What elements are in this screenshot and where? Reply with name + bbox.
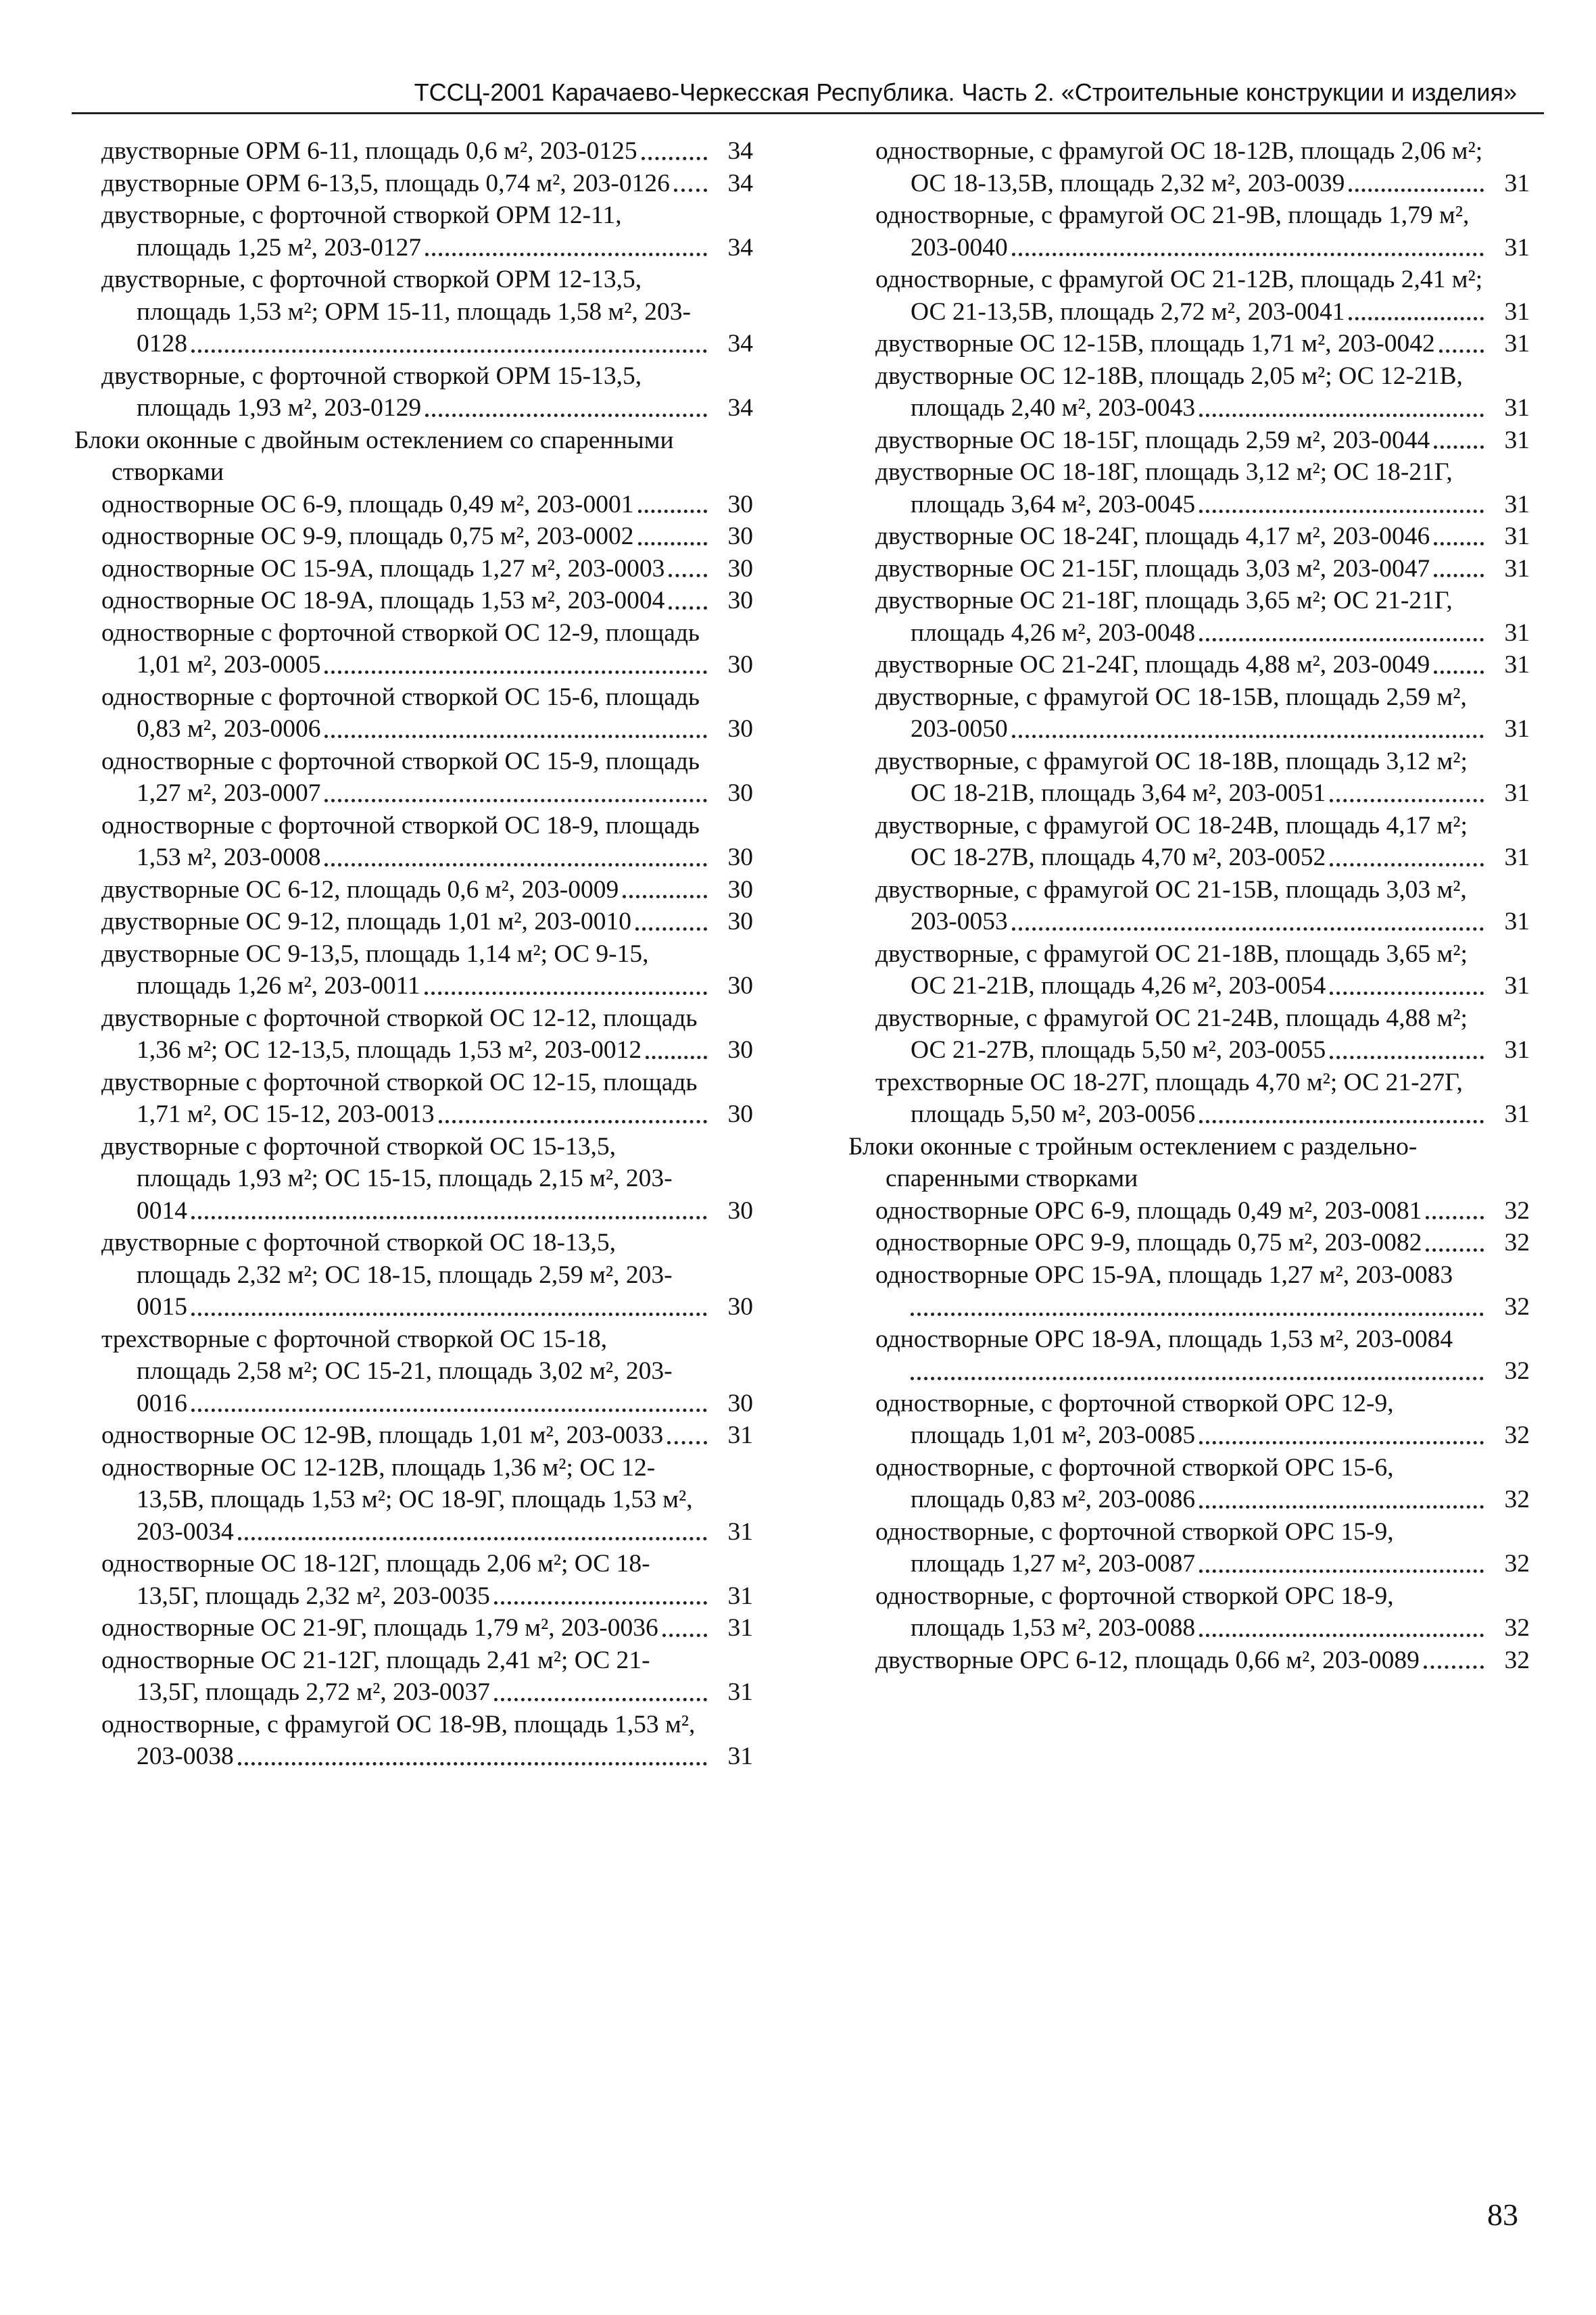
dot-leader [238, 1762, 707, 1765]
index-entry [848, 1227, 1530, 1259]
index-entry-page: 31 [1504, 618, 1530, 647]
dot-leader [425, 414, 707, 417]
index-column-right [848, 135, 1530, 1676]
index-entry-text: одностворные с форточной створкой ОС 15-6, площадь 0,83 м², 203-0006 [101, 683, 700, 743]
index-entry-text: одностворные с форточной створкой ОС 12-9, площадь 1,01 м², 203-0005 [101, 618, 700, 679]
dot-leader [324, 671, 707, 674]
index-entry-text: двустворные ОС 21-15Г, площадь 3,03 м², 203-0047 [875, 554, 1430, 583]
index-entry-page: 34 [727, 233, 753, 262]
index-entry-page: 32 [1504, 1486, 1530, 1513]
index-entry-text: двустворные ОС 9-13,5, площадь 1,14 м²; ОС 9-15, площадь 1,26 м², 203-0011 [101, 940, 649, 1000]
index-entry-page: 31 [1504, 522, 1530, 550]
index-entry [74, 1002, 753, 1067]
index-entry [74, 1452, 753, 1549]
index-entry [74, 810, 753, 874]
dot-leader [324, 863, 707, 867]
index-entry-page: 32 [1504, 1196, 1530, 1225]
dot-leader [669, 574, 707, 577]
dot-leader [238, 1537, 707, 1540]
index-entry [848, 938, 1530, 1002]
index-entry-page: 31 [727, 1678, 753, 1706]
index-entry-text: двустворные с форточной створкой ОС 12-12, площадь 1,36 м²; ОС 12-13,5, площадь 1,53 м², 203-0012 [101, 1004, 698, 1064]
dot-leader [324, 735, 707, 738]
index-entry-text: двустворные ОС 18-15Г, площадь 2,59 м², 203-0044 [875, 426, 1430, 454]
index-entry-text: двустворные, с форточной створкой ОРМ 12-13,5, площадь 1,53 м²; ОРМ 15-11, площадь 1,58 м², 203-0128 [101, 266, 691, 358]
index-entry-page: 30 [727, 972, 753, 1000]
index-entry [74, 1644, 753, 1709]
dot-leader [191, 1409, 707, 1412]
dot-leader [1199, 1505, 1484, 1509]
dot-leader [1349, 189, 1484, 192]
index-entry [848, 424, 1530, 457]
dot-leader [1012, 735, 1484, 738]
dot-leader [1426, 1216, 1484, 1219]
index-entry-text: двустворные ОС 9-12, площадь 1,01 м², 203-0010 [101, 908, 632, 935]
index-entry-text: двустворные ОС 18-18Г, площадь 3,12 м²; ОС 18-21Г, площадь 3,64 м², 203-0045 [875, 458, 1453, 518]
index-entry-text: двустворные ОС 21-18Г, площадь 3,65 м²; ОС 21-21Г, площадь 4,26 м², 203-0048 [875, 587, 1453, 647]
index-entry-page: 32 [1504, 1614, 1530, 1642]
index-entry-page: 32 [1504, 1550, 1530, 1578]
index-entry-text: двустворные, с фрамугой ОС 21-15В, площадь 3,03 м², 203-0053 [875, 875, 1467, 935]
index-entry [74, 1709, 753, 1773]
index-entry-page: 30 [727, 908, 753, 935]
index-entry [74, 746, 753, 810]
index-entry [848, 199, 1530, 264]
index-entry [74, 360, 753, 424]
index-entry-page: 31 [727, 1582, 753, 1610]
index-entry-text: двустворные ОС 6-12, площадь 0,6 м², 203-0009 [101, 875, 619, 904]
index-entry-text: одностворные ОС 21-12Г, площадь 2,41 м²; ОС 21-13,5Г, площадь 2,72 м², 203-0037 [101, 1646, 650, 1706]
index-entry [848, 746, 1530, 810]
index-entry-page: 34 [727, 330, 753, 358]
dot-leader [638, 510, 708, 513]
index-entry [848, 1516, 1530, 1580]
index-entry-page: 32 [1504, 1229, 1530, 1257]
index-entry-page: 31 [1504, 426, 1530, 454]
index-entry-page: 31 [1504, 297, 1530, 326]
dot-leader [324, 799, 707, 802]
index-entry-page: 31 [1504, 1036, 1530, 1064]
index-entry [848, 1452, 1530, 1516]
dot-leader [439, 1120, 707, 1123]
dot-leader [1199, 414, 1484, 417]
index-entry-text: двустворные, с фрамугой ОС 21-18В, площадь 3,65 м²; ОС 21-21В, площадь 4,26 м², 203-0054 [875, 940, 1468, 1000]
index-entry-text: одностворные, с форточной створкой ОРС 15-6, площадь 0,83 м², 203-0086 [875, 1453, 1394, 1513]
index-entry [848, 135, 1530, 199]
index-entry-page: 31 [727, 1517, 753, 1546]
index-entry-text: одностворные ОС 6-9, площадь 0,49 м², 203-0001 [101, 490, 634, 518]
index-entry [848, 681, 1530, 746]
index-entry [74, 1419, 753, 1452]
index-entry [74, 199, 753, 264]
index-entry-page: 31 [1504, 554, 1530, 583]
dot-leader [1199, 638, 1484, 641]
index-entry-text: двустворные, с фрамугой ОС 18-15В, площадь 2,59 м², 203-0050 [875, 683, 1467, 743]
dot-leader [623, 895, 707, 898]
index-entry-page: 31 [1504, 169, 1530, 197]
page-number: 83 [1487, 2197, 1518, 2232]
index-entry-text: трехстворные с форточной створкой ОС 15-18, площадь 2,58 м²; ОС 15-21, площадь 3,02 м², 203-0016 [101, 1325, 673, 1417]
index-entry [74, 681, 753, 746]
index-entry [848, 1580, 1530, 1644]
index-entry [848, 874, 1530, 938]
index-entry [848, 1388, 1530, 1452]
index-column-left [74, 135, 753, 1773]
dot-leader [667, 1441, 707, 1444]
dot-leader [494, 1698, 707, 1701]
index-entry-page: 31 [1504, 779, 1530, 807]
index-entry-page: 31 [1504, 715, 1530, 743]
dot-leader [642, 157, 707, 160]
index-entry-page: 31 [1504, 651, 1530, 679]
dot-leader [191, 1313, 707, 1316]
index-entry-page: 31 [1504, 330, 1530, 358]
index-entry [848, 553, 1530, 585]
index-entry [74, 264, 753, 360]
dot-leader [911, 1377, 1484, 1380]
index-entry-text: двустворные, с форточной створкой ОРМ 15-13,5, площадь 1,93 м², 203-0129 [101, 362, 642, 422]
index-entry-text: одностворные, с форточной створкой ОРС 12-9, площадь 1,01 м², 203-0085 [875, 1389, 1394, 1449]
dot-leader [911, 1313, 1484, 1316]
dot-leader [674, 189, 707, 192]
index-entry [74, 1131, 753, 1227]
dot-leader [425, 992, 707, 995]
index-entry-page: 30 [727, 875, 753, 904]
index-entry-page: 30 [727, 587, 753, 614]
dot-leader [1330, 799, 1484, 802]
index-entry-page: 34 [727, 137, 753, 165]
index-entry [74, 1067, 753, 1131]
index-entry-text: двустворные с форточной створкой ОС 15-13,5, площадь 1,93 м²; ОС 15-15, площадь 2,15 м², 203-0014 [101, 1132, 673, 1225]
running-header-title: ТССЦ-2001 Карачаево-Черкесская Республика. Часть 2. «Строительные конструкции и изделия» [414, 78, 1517, 106]
index-entry-text: двустворные, с форточной створкой ОРМ 12-11, площадь 1,25 м², 203-0127 [101, 201, 622, 262]
index-entry [74, 1227, 753, 1323]
dot-leader [669, 606, 707, 610]
index-entry [848, 1323, 1530, 1388]
index-entry-page: 32 [1504, 1646, 1530, 1674]
dot-leader [1330, 992, 1484, 995]
index-entry-page: 34 [727, 394, 753, 422]
dot-leader [635, 927, 707, 931]
index-entry-page: 31 [1504, 394, 1530, 422]
index-entry-page: 30 [727, 779, 753, 807]
index-entry-page: 31 [727, 1421, 753, 1449]
index-entry-text: двустворные ОРС 6-12, площадь 0,66 м², 203-0089 [875, 1646, 1420, 1674]
running-header [72, 65, 1544, 114]
dot-leader [1434, 542, 1484, 545]
index-entry [848, 1002, 1530, 1067]
index-entry [74, 617, 753, 681]
index-entry-text: одностворные ОС 12-9В, площадь 1,01 м², 203-0033 [101, 1421, 664, 1449]
index-entry-page: 31 [1504, 490, 1530, 518]
index-entry-page: 30 [727, 1389, 753, 1417]
dot-leader [191, 349, 707, 353]
dot-leader [191, 1216, 707, 1219]
section-heading: Блоки оконные с тройным остеклением с раздельно-спаренными створками [848, 1132, 1418, 1192]
index-entry [848, 328, 1530, 360]
index-entry [848, 456, 1530, 520]
index-entry-text: одностворные, с фрамугой ОС 18-12В, площадь 2,06 м²; ОС 18-13,5В, площадь 2,32 м², 203-0039 [875, 137, 1483, 197]
index-entry [74, 520, 753, 553]
index-entry-text: одностворные, с форточной створкой ОРС 18-9, площадь 1,53 м², 203-0088 [875, 1582, 1394, 1642]
index-entry-page: 30 [727, 490, 753, 518]
index-entry-page: 31 [1504, 844, 1530, 871]
index-entry-page: 32 [1504, 1293, 1530, 1321]
dot-leader [1199, 1120, 1484, 1123]
index-entry-page: 30 [727, 844, 753, 871]
dot-leader [662, 1634, 707, 1637]
index-entry [848, 520, 1530, 553]
index-entry-page: 30 [727, 651, 753, 679]
index-entry-text: одностворные ОС 15-9А, площадь 1,27 м², 203-0003 [101, 554, 665, 583]
index-entry-page: 34 [727, 169, 753, 197]
dot-leader [1199, 510, 1484, 513]
index-entry [848, 1067, 1530, 1131]
index-entry [848, 360, 1530, 424]
index-entry-text: одностворные ОРС 18-9А, площадь 1,53 м², 203-0084 [875, 1325, 1453, 1353]
dot-leader [646, 1056, 707, 1059]
index-entry-text: одностворные ОРС 15-9А, площадь 1,27 м², 203-0083 [875, 1261, 1453, 1289]
index-entry-page: 31 [1504, 908, 1530, 935]
index-entry-text: двустворные с форточной створкой ОС 12-15, площадь 1,71 м², ОС 15-12, 203-0013 [101, 1068, 698, 1128]
index-entry-text: одностворные ОРС 9-9, площадь 0,75 м², 203-0082 [875, 1229, 1422, 1257]
index-entry-page: 30 [727, 554, 753, 583]
index-entry-text: одностворные ОС 18-12Г, площадь 2,06 м²; ОС 18-13,5Г, площадь 2,32 м², 203-0035 [101, 1550, 650, 1610]
index-entry [74, 1612, 753, 1644]
index-entry-text: одностворные ОС 18-9А, площадь 1,53 м², 203-0004 [101, 587, 665, 614]
index-entry [848, 810, 1530, 874]
index-entry-page: 31 [727, 1614, 753, 1642]
index-entry-page: 30 [727, 1036, 753, 1064]
dot-leader [1199, 1634, 1484, 1637]
index-entry-page: 30 [727, 1100, 753, 1128]
index-entry-text: одностворные, с форточной створкой ОРС 15-9, площадь 1,27 м², 203-0087 [875, 1517, 1394, 1578]
dot-leader [1439, 349, 1484, 353]
index-entry-text: двустворные, с фрамугой ОС 18-18В, площадь 3,12 м²; ОС 18-21В, площадь 3,64 м², 203-0051 [875, 747, 1468, 807]
index-entry-text: двустворные, с фрамугой ОС 18-24В, площадь 4,17 м²; ОС 18-27В, площадь 4,70 м², 203-0052 [875, 811, 1468, 871]
index-entry [74, 1548, 753, 1612]
index-entry-text: двустворные ОС 12-18В, площадь 2,05 м²; ОС 12-21В, площадь 2,40 м², 203-0043 [875, 362, 1463, 422]
dot-leader [1426, 1248, 1484, 1252]
index-entry-text: двустворные ОС 21-24Г, площадь 4,88 м², 203-0049 [875, 651, 1430, 679]
index-entry [848, 1259, 1530, 1323]
index-entry-text: одностворные ОС 12-12В, площадь 1,36 м²; ОС 12-13,5В, площадь 1,53 м²; ОС 18-9Г, площадь 1,53 м², 203-0034 [101, 1453, 693, 1546]
dot-leader [1434, 671, 1484, 674]
index-entry [74, 1323, 753, 1420]
index-entry-page: 32 [1504, 1357, 1530, 1385]
index-entry [848, 1644, 1530, 1677]
index-entry [848, 264, 1530, 328]
dot-leader [1330, 863, 1484, 867]
index-entry-page: 30 [727, 522, 753, 550]
index-entry [848, 1195, 1530, 1227]
index-entry-text: двустворные, с фрамугой ОС 21-24В, площадь 4,88 м²; ОС 21-27В, площадь 5,50 м², 203-0055 [875, 1004, 1468, 1064]
index-entry-text: двустворные ОРМ 6-13,5, площадь 0,74 м², 203-0126 [101, 169, 670, 197]
index-entry-text: двустворные ОРМ 6-11, площадь 0,6 м², 203-0125 [101, 137, 637, 165]
dot-leader [1199, 1441, 1484, 1444]
index-entry [74, 553, 753, 585]
index-entry-page: 31 [1504, 233, 1530, 262]
index-entry-text: одностворные ОС 9-9, площадь 0,75 м², 203-0002 [101, 522, 634, 550]
dot-leader [638, 542, 708, 545]
index-entry-text: двустворные ОС 18-24Г, площадь 4,17 м², 203-0046 [875, 522, 1430, 550]
index-entry [848, 649, 1530, 681]
index-entry-text: одностворные с форточной створкой ОС 18-9, площадь 1,53 м², 203-0008 [101, 811, 700, 871]
index-entry-text: двустворные с форточной створкой ОС 18-13,5, площадь 2,32 м²; ОС 18-15, площадь 2,59 м², 203-0015 [101, 1229, 673, 1321]
index-entry-page: 31 [727, 1743, 753, 1770]
index-entry [74, 938, 753, 1002]
dot-leader [1434, 445, 1484, 449]
index-entry-page: 30 [727, 1196, 753, 1225]
section-heading: Блоки оконные с двойным остеклением со спаренными створками [74, 426, 674, 486]
dot-leader [1330, 1056, 1484, 1059]
index-entry [74, 874, 753, 906]
dot-leader [425, 253, 707, 256]
dot-leader [1434, 574, 1484, 577]
index-entry-text: одностворные, с фрамугой ОС 21-9В, площадь 1,79 м², 203-0040 [875, 201, 1470, 262]
dot-leader [1199, 1569, 1484, 1573]
index-entry-text: одностворные ОС 21-9Г, площадь 1,79 м², 203-0036 [101, 1614, 658, 1642]
index-entry-text: одностворные, с фрамугой ОС 18-9В, площадь 1,53 м², 203-0038 [101, 1710, 696, 1770]
index-entry-page: 31 [1504, 1100, 1530, 1128]
index-entry [74, 168, 753, 200]
index-entry-text: трехстворные ОС 18-27Г, площадь 4,70 м²; ОС 21-27Г, площадь 5,50 м², 203-0056 [875, 1068, 1463, 1128]
index-entry-page: 30 [727, 1293, 753, 1321]
index-entry-text: одностворные ОРС 6-9, площадь 0,49 м², 203-0081 [875, 1196, 1422, 1225]
index-entry-text: двустворные ОС 12-15В, площадь 1,71 м², 203-0042 [875, 330, 1435, 358]
index-entry [74, 489, 753, 521]
index-entry-page: 32 [1504, 1421, 1530, 1449]
dot-leader [494, 1601, 707, 1605]
dot-leader [1349, 317, 1484, 320]
dot-leader [1012, 927, 1484, 931]
index-entry [74, 906, 753, 938]
index-entry-page: 30 [727, 715, 753, 743]
index-entry [848, 585, 1530, 649]
index-entry [74, 135, 753, 168]
dot-leader [1424, 1665, 1484, 1669]
index-entry-page: 31 [1504, 972, 1530, 1000]
index-entry-text: одностворные, с фрамугой ОС 21-12В, площадь 2,41 м²; ОС 21-13,5В, площадь 2,72 м², 203-0041 [875, 266, 1483, 326]
index-entry-text: одностворные с форточной створкой ОС 15-9, площадь 1,27 м², 203-0007 [101, 747, 700, 807]
index-entry [74, 585, 753, 617]
dot-leader [1012, 253, 1484, 256]
